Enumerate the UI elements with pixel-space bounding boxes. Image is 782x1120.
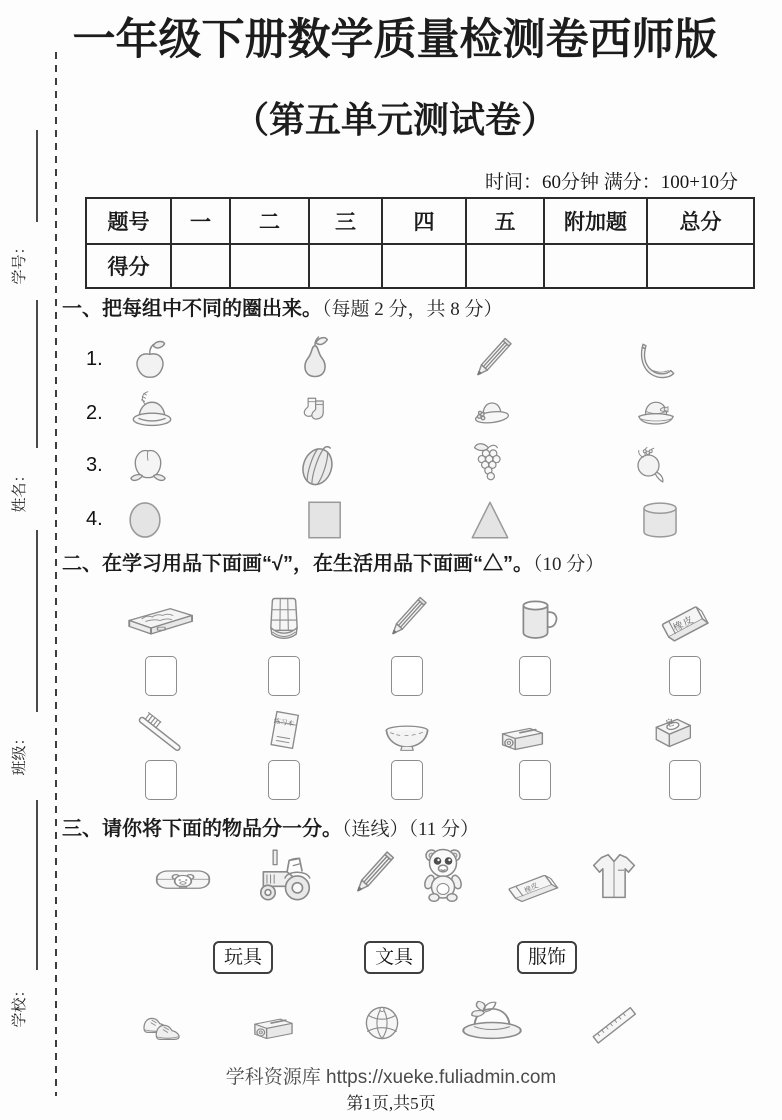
q3-item-eraser (499, 864, 563, 910)
q3-item-teddy-bear (411, 840, 475, 912)
class-label: 班级： (12, 730, 28, 776)
margin-write-line (36, 130, 38, 222)
col-header: 三 (309, 198, 382, 244)
answer-box[interactable] (669, 760, 701, 800)
answer-box[interactable] (669, 656, 701, 696)
q1-item-grapes (464, 436, 516, 492)
grapes-icon (464, 436, 516, 492)
q2-figure-row-2 (0, 706, 782, 768)
q3-figure-row-2 (0, 990, 782, 1062)
col-header: 二 (230, 198, 309, 244)
tractor-icon (251, 844, 319, 910)
score-cell[interactable] (230, 244, 309, 288)
score-cell[interactable] (466, 244, 544, 288)
category-label-toys[interactable]: 玩具 (213, 941, 273, 974)
q1-item-apple (124, 334, 176, 386)
q1-item-pear (287, 330, 343, 388)
q1-item-hat (123, 386, 181, 438)
bowl-icon (374, 714, 440, 764)
category-label-stationery[interactable]: 文具 (364, 941, 424, 974)
q2-answer-row-1 (0, 656, 782, 698)
q3-item-sun-hat (452, 992, 532, 1052)
q3-item-ball (355, 996, 409, 1050)
hat-feather-icon (123, 386, 181, 438)
q1-row-2 (0, 386, 782, 440)
eraser-text: 橡皮 (522, 880, 540, 895)
soap-box-icon (639, 708, 705, 764)
pencil-icon (343, 842, 403, 906)
eraser-figure (499, 864, 563, 910)
apple-icon (124, 334, 176, 386)
q2-item-pencil-box (119, 596, 201, 650)
q3-item-shirt (583, 842, 645, 912)
soap-box-figure (639, 708, 705, 764)
col-header: 附加题 (544, 198, 647, 244)
answer-box[interactable] (391, 656, 423, 696)
col-header: 四 (382, 198, 466, 244)
student-id-label: 学号： (12, 239, 28, 285)
q3-item-pencil-case (148, 856, 218, 904)
q3-figure-row-1 (0, 842, 782, 918)
q1-title: 一、把每组中不同的圈出来。 (62, 298, 322, 320)
page-title: 一年级下册数学质量检测卷西师版 (72, 17, 718, 64)
q1-item-hat-flowers (464, 388, 520, 436)
shirt-icon (583, 842, 645, 912)
q3-item-pencil (343, 842, 403, 906)
peach-icon (123, 440, 173, 490)
q2-title: 二、在学习用品下面画“√”，在生活用品下面画“△”。 (62, 553, 533, 575)
q3-item-sharpener (244, 1004, 302, 1050)
toothbrush-icon (129, 706, 191, 768)
soap-text: 皂 (664, 717, 676, 729)
pencil-case-bear-icon (148, 856, 218, 904)
circle-shape-icon (117, 492, 173, 548)
q1-item-hat-bow (627, 388, 685, 436)
q3-heading (62, 812, 762, 841)
cylinder-shape-icon (633, 492, 687, 548)
q2-answer-row-2 (0, 760, 782, 802)
q1-row-1 (0, 332, 782, 388)
q1-heading (62, 292, 762, 321)
radish-icon (626, 440, 674, 488)
ball-icon (355, 996, 409, 1050)
q2-heading (62, 547, 762, 576)
student-name-label: 姓名： (12, 467, 28, 513)
page-subtitle: （第五单元测试卷） (232, 100, 557, 140)
q1-item-watermelon (289, 436, 347, 494)
q1-item-socks (293, 390, 337, 434)
q2-item-toothbrush (129, 706, 191, 768)
shoes-icon (137, 1000, 193, 1056)
q1-row-3 (0, 438, 782, 492)
q3-category-row (0, 941, 782, 977)
hat-flowers-icon (464, 388, 520, 436)
triangle-shape-icon (463, 492, 517, 548)
q2-figure-row-1 (0, 588, 782, 656)
score-cell[interactable] (171, 244, 230, 288)
pencil-box-icon (119, 596, 201, 650)
score-cell[interactable] (382, 244, 466, 288)
hat-bow-icon (627, 388, 685, 436)
q3-item-tractor (251, 844, 319, 910)
col-header: 题号 (86, 198, 171, 244)
q2-item-towel (254, 588, 314, 654)
page-number: 第1页,共5页 (346, 1094, 436, 1113)
pencil-icon (379, 590, 435, 646)
square-shape-icon (298, 492, 352, 548)
q2-item-mug (504, 590, 566, 652)
q1-row-number: 2. (86, 402, 103, 424)
eraser-icon (499, 864, 563, 910)
q3-item-shoes (137, 1000, 193, 1056)
score-cell[interactable] (309, 244, 382, 288)
pencil-sharpener-icon (491, 712, 553, 762)
q1-item-radish (626, 440, 674, 488)
answer-box[interactable] (145, 656, 177, 696)
col-header: 一 (171, 198, 230, 244)
towel-icon (254, 588, 314, 654)
notebook-text: 练习本 (273, 717, 295, 729)
pear-icon (287, 330, 343, 388)
q1-row-4 (0, 492, 782, 548)
category-label-clothing[interactable]: 服饰 (517, 941, 577, 974)
eraser-figure (645, 592, 721, 652)
q2-note: （10 分） (532, 554, 605, 575)
footer-watermark: 学科资源库 https://xueke.fuliadmin.com (225, 1067, 557, 1088)
score-row-label: 得分 (86, 244, 171, 288)
eraser-text: 橡皮 (671, 613, 697, 634)
q3-item-ruler (585, 996, 643, 1054)
answer-box[interactable] (519, 656, 551, 696)
q1-item-pencil (464, 330, 520, 388)
notebook-icon (255, 702, 313, 766)
teddy-bear-icon (411, 840, 475, 912)
score-cell[interactable] (544, 244, 647, 288)
sun-hat-icon (452, 992, 532, 1052)
q1-item-peach (123, 440, 173, 490)
q2-item-pencil (379, 590, 435, 646)
q2-item-notebook (255, 702, 313, 766)
eraser-icon (645, 592, 721, 652)
q1-item-cylinder (633, 492, 687, 548)
answer-box[interactable] (145, 760, 177, 800)
watermelon-icon (289, 436, 347, 494)
answer-box[interactable] (268, 656, 300, 696)
q1-row-number: 3. (86, 454, 103, 476)
answer-box[interactable] (519, 760, 551, 800)
answer-box[interactable] (391, 760, 423, 800)
q1-note: （每题 2 分，共 8 分） (322, 299, 503, 320)
ruler-icon (585, 996, 643, 1054)
col-header: 五 (466, 198, 544, 244)
mug-icon (504, 590, 566, 652)
pencil-icon (464, 330, 520, 388)
pencil-sharpener-icon (244, 1004, 302, 1050)
q1-item-banana (634, 336, 682, 384)
answer-box[interactable] (268, 760, 300, 800)
q1-item-square (298, 492, 352, 548)
fold-dashed-line (55, 52, 57, 1096)
q1-item-circle (117, 492, 173, 548)
socks-icon (293, 390, 337, 434)
col-header: 总分 (647, 198, 754, 244)
notebook-figure (255, 702, 313, 766)
q2-item-eraser (645, 592, 721, 652)
score-cell[interactable] (647, 244, 754, 288)
exam-meta: 时间：60分钟 满分：100+10分 (485, 172, 738, 193)
q3-title: 三、请你将下面的物品分一分。 (62, 818, 342, 840)
q1-row-number: 4. (86, 508, 103, 530)
q2-item-soap-box (639, 708, 705, 764)
score-table (85, 197, 755, 289)
banana-icon (634, 336, 682, 384)
q2-item-bowl (374, 714, 440, 764)
q2-item-sharpener (491, 712, 553, 762)
q3-note: （连线）（11 分） (342, 819, 480, 840)
school-label: 学校： (12, 982, 28, 1028)
q1-row-number: 1. (86, 348, 103, 370)
q1-item-triangle (463, 492, 517, 548)
